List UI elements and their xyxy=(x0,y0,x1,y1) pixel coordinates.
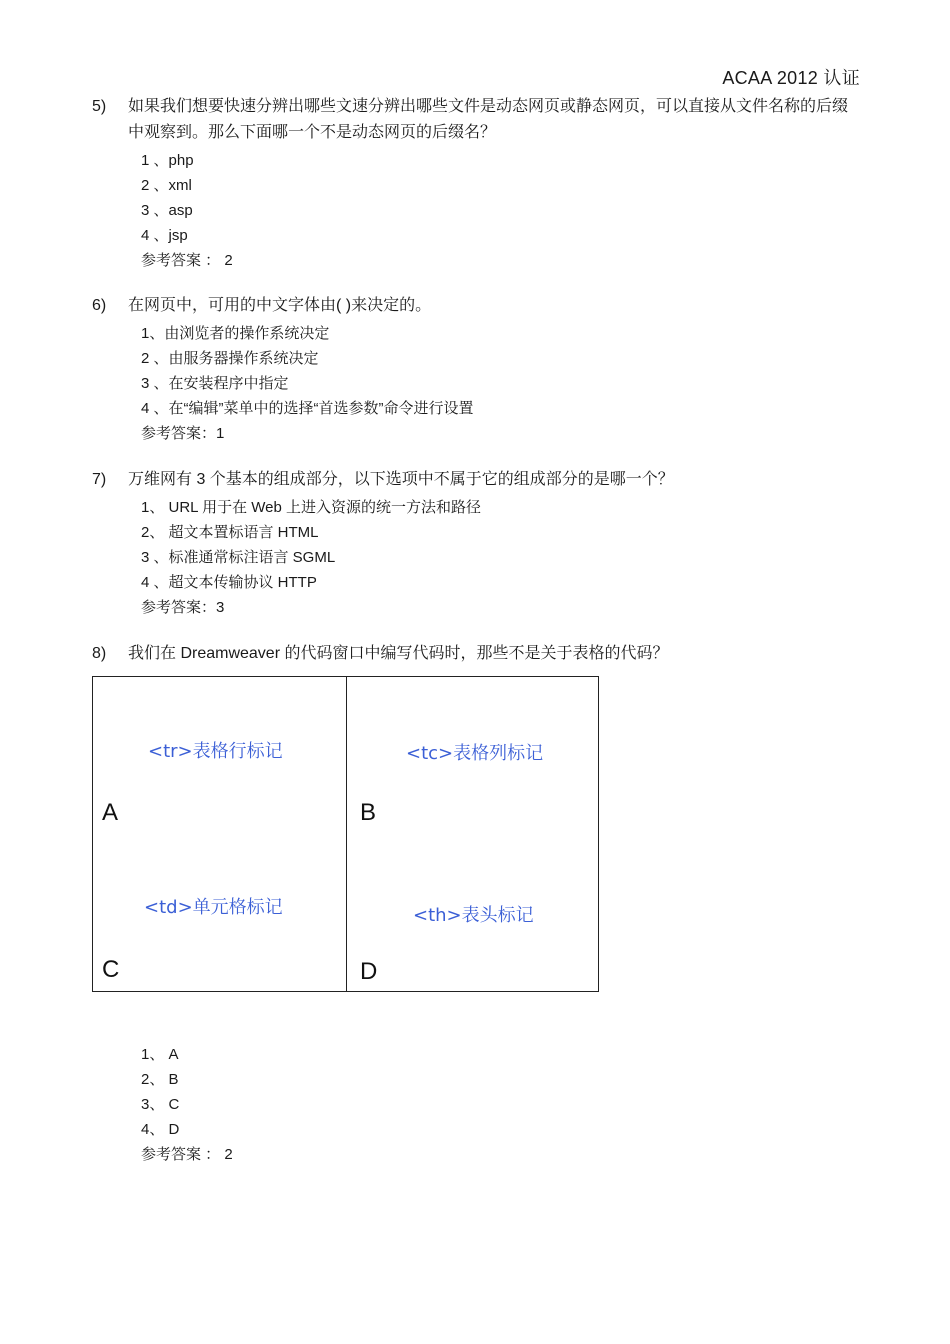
question-number: 5) xyxy=(92,98,107,115)
option-item: 2、 超文本置标语言 HTML xyxy=(141,524,319,541)
options-list xyxy=(141,495,862,620)
option-item: 3 、标准通常标注语言 SGML xyxy=(141,549,336,566)
figure-cell-letter: A xyxy=(102,799,119,826)
tag-options-figure xyxy=(92,676,599,992)
question-8 xyxy=(92,641,862,667)
option-item: 2 、xml xyxy=(141,177,192,194)
option-item: 4 、jsp xyxy=(141,227,188,244)
option-item: 1 、php xyxy=(141,152,194,169)
question-text: 在网页中，可用的中文字体由( )来决定的。 xyxy=(128,297,432,314)
figure-tag-label: <tc>表格列标记 xyxy=(406,743,544,764)
figure-cell-c xyxy=(93,834,347,991)
figure-cell-letter: D xyxy=(360,958,378,985)
figure-cell-d xyxy=(347,834,598,991)
options-list xyxy=(141,148,862,273)
figure-tag-label: <th>表头标记 xyxy=(413,905,534,926)
option-item: 4 、在“编辑”菜单中的选择“首选参数”命令进行设置 xyxy=(141,400,474,417)
options-list xyxy=(141,1042,862,1167)
reference-answer: 参考答案：1 xyxy=(141,425,225,442)
question-number: 6) xyxy=(92,297,107,314)
question-number: 8) xyxy=(92,645,107,662)
figure-tag-label: <tr>表格行标记 xyxy=(148,741,283,762)
option-item: 3、 C xyxy=(141,1096,180,1113)
figure-cell-letter: C xyxy=(102,956,120,983)
question-6 xyxy=(92,293,862,446)
page-header-title: ACAA 2012 认证 xyxy=(722,68,860,88)
figure-cell-letter: B xyxy=(360,799,377,826)
option-item: 1、 A xyxy=(141,1046,179,1063)
figure-cell-b xyxy=(347,677,598,834)
question-text: 我们在 Dreamweaver 的代码窗口中编写代码时，那些不是关于表格的代码？ xyxy=(128,645,669,662)
question-8-options xyxy=(92,1040,862,1167)
option-item: 2、 B xyxy=(141,1071,179,1088)
figure-cell-a xyxy=(93,677,347,834)
reference-answer: 参考答案 ： 2 xyxy=(141,1146,233,1163)
question-number: 7) xyxy=(92,471,107,488)
option-item: 2 、由服务器操作系统决定 xyxy=(141,350,319,367)
option-item: 4 、超文本传输协议 HTTP xyxy=(141,574,317,591)
question-text: 如果我们想要快速分辨出哪些文速分辨出哪些文件是动态网页或静态网页，可以直接从文件名称的后缀中观察到。那么下面哪一个不是动态网页的后缀名？ xyxy=(128,98,849,141)
options-list xyxy=(141,321,862,446)
option-item: 1、由浏览者的操作系统决定 xyxy=(141,325,330,342)
question-7 xyxy=(92,467,862,620)
figure-tag-label: <td>单元格标记 xyxy=(144,897,283,918)
option-item: 1、 URL 用于在 Web 上进入资源的统一方法和路径 xyxy=(141,499,482,516)
reference-answer: 参考答案：3 xyxy=(141,599,225,616)
option-item: 3 、asp xyxy=(141,202,193,219)
question-text: 万维网有 3 个基本的组成部分，以下选项中不属于它的组成部分的是哪一个？ xyxy=(128,471,674,488)
option-item: 4、 D xyxy=(141,1121,180,1138)
question-5 xyxy=(92,94,862,273)
reference-answer: 参考答案 ： 2 xyxy=(141,252,233,269)
option-item: 3 、在安装程序中指定 xyxy=(141,375,289,392)
